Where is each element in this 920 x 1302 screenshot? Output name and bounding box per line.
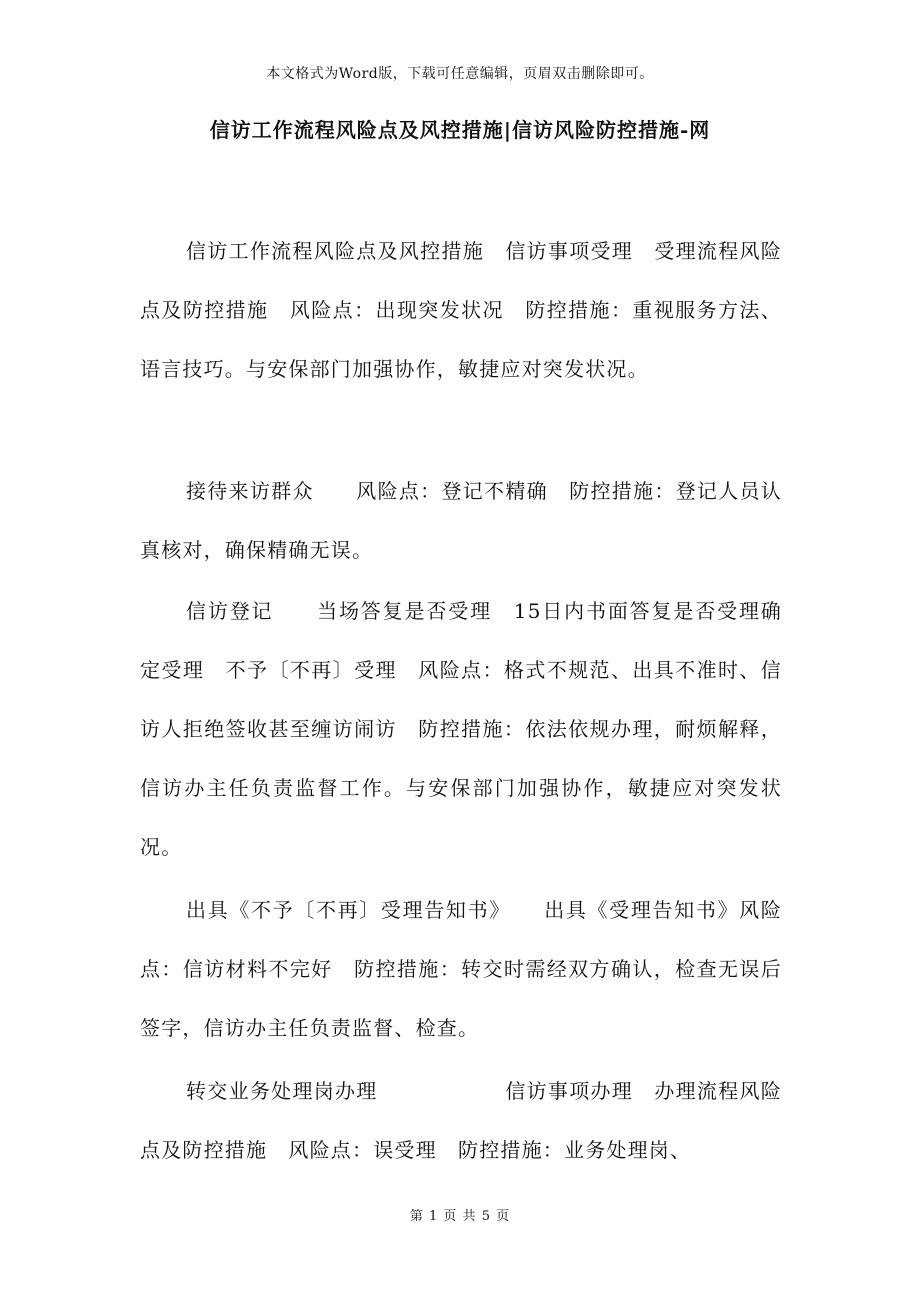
paragraph-2: 接待来访群众 风险点：登记不精确 防控措施：登记人员认真核对，确保精确无误。	[140, 479, 782, 562]
page-footer-indicator: 第 1 页 共 5 页	[409, 1209, 511, 1224]
paragraph-5: 转交业务处理岗办理 信访事项办理 办理流程风险点及防控措施 风险点：误受理 防控措施：业务处理岗、	[140, 1079, 782, 1162]
paragraph-3: 信访登记 当场答复是否受理 15日内书面答复是否受理确定受理 不予〔不再〕受理 风险点：格式不规范、出具不准时、信访人拒绝签收甚至缠访闹访 防控措施：依法依规办理，耐烦解释，信访办主任负责监督工作。与安保部门加强协作，敏捷应对突发状况。	[140, 599, 782, 859]
document-title: 信访工作流程风险点及风控措施|信访风险防控措施-网	[209, 118, 711, 142]
paragraph-1: 信访工作流程风险点及风控措施 信访事项受理 受理流程风险点及防控措施 风险点：出现突发状况 防控措施：重视服务方法、语言技巧。与安保部门加强协作，敏捷应对突发状况。	[140, 239, 782, 381]
paragraph-4: 出具《不予〔不再〕受理告知书》 出具《受理告知书》风险点：信访材料不完好 防控措施：转交时需经双方确认，检查无误后签字，信访办主任负责监督、检查。	[140, 898, 782, 1040]
page-header-note: 本文格式为Word版，下载可任意编辑，页眉双击删除即可。	[266, 66, 654, 82]
